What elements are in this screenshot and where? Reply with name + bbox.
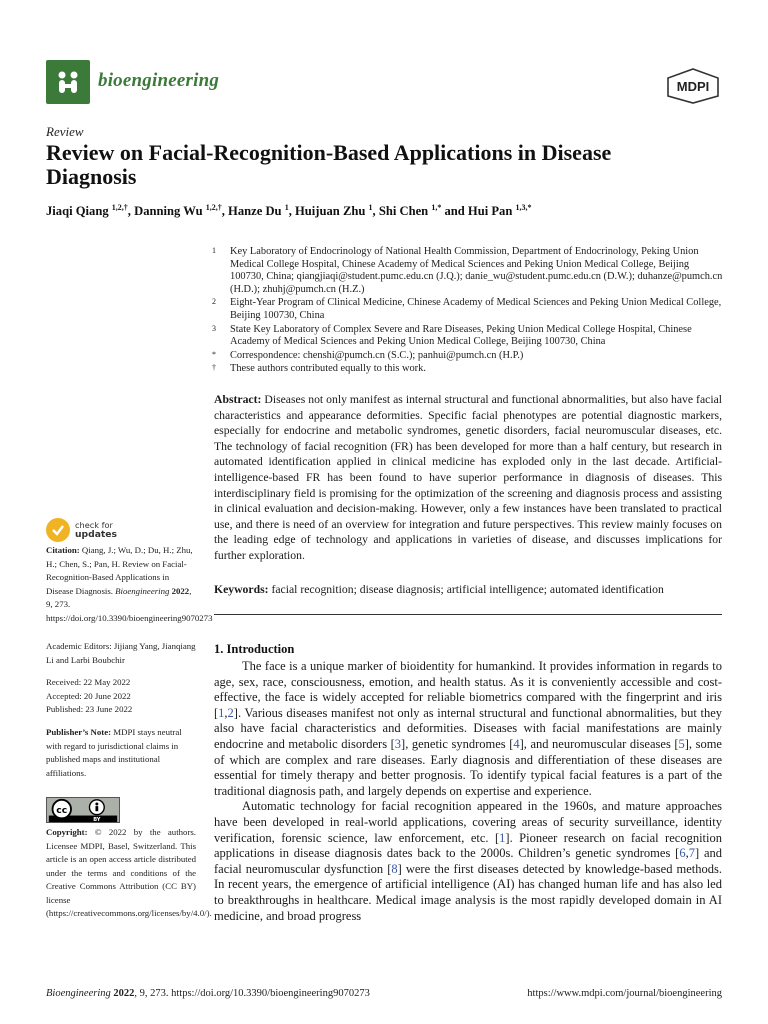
author-affiliation-marker: 1,3,* <box>515 203 532 212</box>
affiliation-item <box>212 246 724 296</box>
citation-journal: Bioengineering <box>115 585 170 596</box>
body-text-segment: ]. Pioneer research on facial recognition applications in disease diagnosis dates back to the 2000s. Children’s genetic syndromes [ <box>214 830 722 861</box>
affiliation-marker: 3 <box>212 323 216 333</box>
reference-link[interactable]: 2 <box>227 705 234 720</box>
citation-text: Qiang, J.; Wu, D.; Du, H.; Zhu, H.; Chen, S.; Pan, H. Review on Facial-Recognition-Based Applications in Disease Diagnosis. <box>46 545 193 596</box>
copyright-notice <box>46 826 212 921</box>
footer-journal: Bioengineering <box>46 988 111 999</box>
section-heading: 1. Introduction <box>214 642 295 656</box>
received-date: Received: 22 May 2022 <box>46 677 131 687</box>
accepted-date: Accepted: 20 June 2022 <box>46 690 131 701</box>
author-affiliation-marker: 1,2,† <box>205 203 222 212</box>
affiliation-text: Key Laboratory of Endocrinology of National Health Commission, Department of Endocrinology, Peking Union Medical College Hospital, Chinese Academy of Medical Sciences and Peking Union Medical College, Beijing 100730, China; qiangjiaqi@student.pumc.edu.cn (J.Q.); danie_wu@student.pumc.edu.cn (D.W.); duhanze@pumch.cn (H.D.); zhuhj@pumch.cn (H.Z.) <box>230 246 723 295</box>
affiliation-item <box>212 363 724 376</box>
svg-text:cc: cc <box>56 804 68 816</box>
affiliation-marker: † <box>212 363 216 373</box>
body-text-segment: Automatic technology for facial recognition appeared in the 1960s, and mature approaches have been developed in real-world applications, covering areas of security surveillance, identity verification, forensic science, law enforcement, etc. [ <box>214 799 722 845</box>
affiliation-marker: 1 <box>212 246 216 255</box>
publisher-note <box>46 726 196 780</box>
reference-link[interactable]: 1 <box>218 705 225 720</box>
intro-paragraph-1 <box>214 659 722 799</box>
affiliation-text: Eight-Year Program of Clinical Medicine, Chinese Academy of Medical Sciences and Peking Union Medical College, Beijing 100730, China <box>230 297 722 321</box>
author-name: Shi Chen <box>378 204 432 219</box>
body-text-segment: ] were the first diseases detected by knowledge-based methods. In recent years, the emergence of artificial intelligence (AI) has changed human life and has also led to breakthroughs in healthcare. Medical image analysis is the most rapidly developed domain in AI medicine, and broad progress <box>214 861 722 923</box>
body-text-segment: The face is a unique marker of bioidentity for humankind. It provides information in regards to age, sex, race, consciousness, emotion, and health status. As it is conveniently accessible and cost-effective, the face is widely accepted for reliable biometrics compared with the fingerprint and iris [ <box>214 659 722 720</box>
author-list <box>46 203 726 219</box>
reference-link[interactable]: 1 <box>499 830 506 845</box>
citation-doi[interactable]: , 9, 273. https://doi.org/10.3390/bioengineering9070273 <box>46 585 213 623</box>
footer-journal-url[interactable]: https://www.mdpi.com/journal/bioengineering <box>527 988 722 999</box>
cc-by-license-icon[interactable] <box>46 797 120 823</box>
reference-link[interactable]: 3 <box>394 736 402 751</box>
check-updates-line1: check for <box>75 520 113 530</box>
author-affiliation-marker: 1,2,† <box>111 203 128 212</box>
author-separator: , <box>372 204 379 219</box>
body-text-segment: ], genetic syndromes [ <box>401 736 514 751</box>
keywords-text: facial recognition; disease diagnosis; artificial intelligence; automated identification <box>271 583 664 596</box>
mdpi-logo-icon <box>666 68 720 104</box>
journal-name: bioengineering <box>98 70 220 91</box>
intro-body <box>214 659 722 924</box>
cc-by-label: BY <box>93 817 101 823</box>
published-date: Published: 23 June 2022 <box>46 704 133 714</box>
reference-link[interactable]: 8 <box>391 861 398 876</box>
affiliation-marker: 2 <box>212 297 216 307</box>
body-text-segment: ]. Various diseases manifest not only as internal structural and functional abnormalities, but they also have facial characteristics and deformities. Diseases with facial manifestations are mainly endocrine and metabolic disorders [ <box>214 705 722 751</box>
affiliations <box>212 246 724 377</box>
mdpi-logo-text: MDPI <box>676 79 710 94</box>
footer-year: 2022 <box>113 988 135 999</box>
author-name: Danning Wu <box>134 204 206 219</box>
divider <box>214 614 722 615</box>
copyright-label: Copyright: <box>46 827 88 837</box>
author-name: Huijuan Zhu <box>295 204 369 219</box>
author-name: Jiaqi Qiang <box>46 204 112 219</box>
abstract-text: Diseases not only manifest as internal structural and functional abnormalities, but also have facial characteristics and appearance deformities. Specific facial phenotypes are potential diagnostic markers, especially for endocrine and metabolic syndromes, genetic disorders, facial neuromuscular diseases, etc. The technology of facial recognition (FR) has been developed for more than a half century, but research in automated identification applied in clinical medicine has exploded only in the last decade. Artificial-intelligence-based FR has been found to have superior performance in diagnosis of diseases. This interdisciplinary field is promising for the optimization of the screening and diagnosis process and assisting in clinical evaluation and decision-making. However, only a few instances have been translated to practical use, and there is need of an overview for integration and future perspectives. This review mainly focuses on the leading edge of technology and applications in varieties of disease, and discusses implications for further exploration. <box>214 393 722 562</box>
affiliation-item <box>212 350 724 363</box>
author-separator: , <box>288 204 295 219</box>
affiliation-item <box>212 324 724 349</box>
check-for-updates-badge[interactable] <box>46 518 117 542</box>
copyright-text: © 2022 by the authors. Licensee MDPI, Basel, Switzerland. This article is an open access article distributed under the terms and conditions of the Creative Commons Attribution (CC BY) license (https://creativecommons.org/licenses/by/4.0/). <box>46 827 212 918</box>
reference-link[interactable]: 4 <box>513 736 520 751</box>
author-affiliation-marker: 1 <box>284 203 289 212</box>
affiliation-text: State Key Laboratory of Complex Severe and Rare Diseases, Peking Union Medical College Hospital, Chinese Academy of Medical Sciences and Peking Union Medical College, Beijing 100730, China <box>230 323 692 348</box>
affiliation-text: These authors contributed equally to this work. <box>230 363 426 375</box>
abstract <box>214 392 722 564</box>
publisher-note-label: Publisher’s Note: <box>46 727 112 737</box>
body-text-segment: ], and neuromuscular diseases [ <box>519 736 679 751</box>
reference-link[interactable]: 6 <box>679 846 686 861</box>
reference-link[interactable]: 5 <box>678 736 685 751</box>
citation-year: 2022 <box>171 585 190 596</box>
affiliation-item <box>212 297 724 322</box>
footer-citation <box>46 988 370 999</box>
article-title: Review on Facial-Recognition-Based Applications in Disease Diagnosis <box>46 140 612 189</box>
author-separator: and <box>441 204 468 219</box>
check-icon <box>46 518 70 542</box>
citation-label: Citation: <box>46 545 80 555</box>
body-text-segment: , <box>685 846 689 861</box>
author-separator: , <box>127 204 135 219</box>
footer-doi[interactable]: , 9, 273. https://doi.org/10.3390/bioengineering9070273 <box>134 988 370 999</box>
check-updates-line2: updates <box>75 529 117 540</box>
body-text-segment: ], some of which are complex and rare diseases. Early diagnosis and differentiation of these diseases are essential for timely therapy and better prognosis. To identify typical facial features is a part of the traditional diagnosis path, and largely depends on expertise and experience. <box>214 736 722 798</box>
publisher-note-text: MDPI stays neutral with regard to jurisdictional claims in published maps and institutional affiliations. <box>46 727 182 778</box>
body-text-segment: ] and facial neuromuscular dysfunction [ <box>214 846 723 876</box>
author-affiliation-marker: 1,* <box>431 203 442 212</box>
intro-paragraph-2 <box>214 799 722 924</box>
journal-logo-icon <box>46 60 90 104</box>
article-type: Review <box>46 124 84 139</box>
author-affiliation-marker: 1 <box>368 203 373 212</box>
publication-dates <box>46 676 196 717</box>
body-text-segment: , <box>224 705 228 720</box>
author-name: Hanze Du <box>228 204 285 219</box>
author-name: Hui Pan <box>467 204 516 219</box>
reference-link[interactable]: 7 <box>688 846 695 861</box>
author-separator: , <box>221 204 229 219</box>
affiliation-marker: * <box>212 349 216 359</box>
abstract-label: Abstract: <box>214 393 262 406</box>
academic-editors: Academic Editors: Jijiang Yang, Jianqiang Li and Larbi Boubchir <box>46 641 196 665</box>
keywords-label: Keywords: <box>214 583 269 596</box>
citation-block <box>46 544 213 625</box>
affiliation-text: Correspondence: chenshi@pumch.cn (S.C.); panhui@pumch.cn (H.P.) <box>230 349 524 361</box>
keywords <box>214 582 722 597</box>
